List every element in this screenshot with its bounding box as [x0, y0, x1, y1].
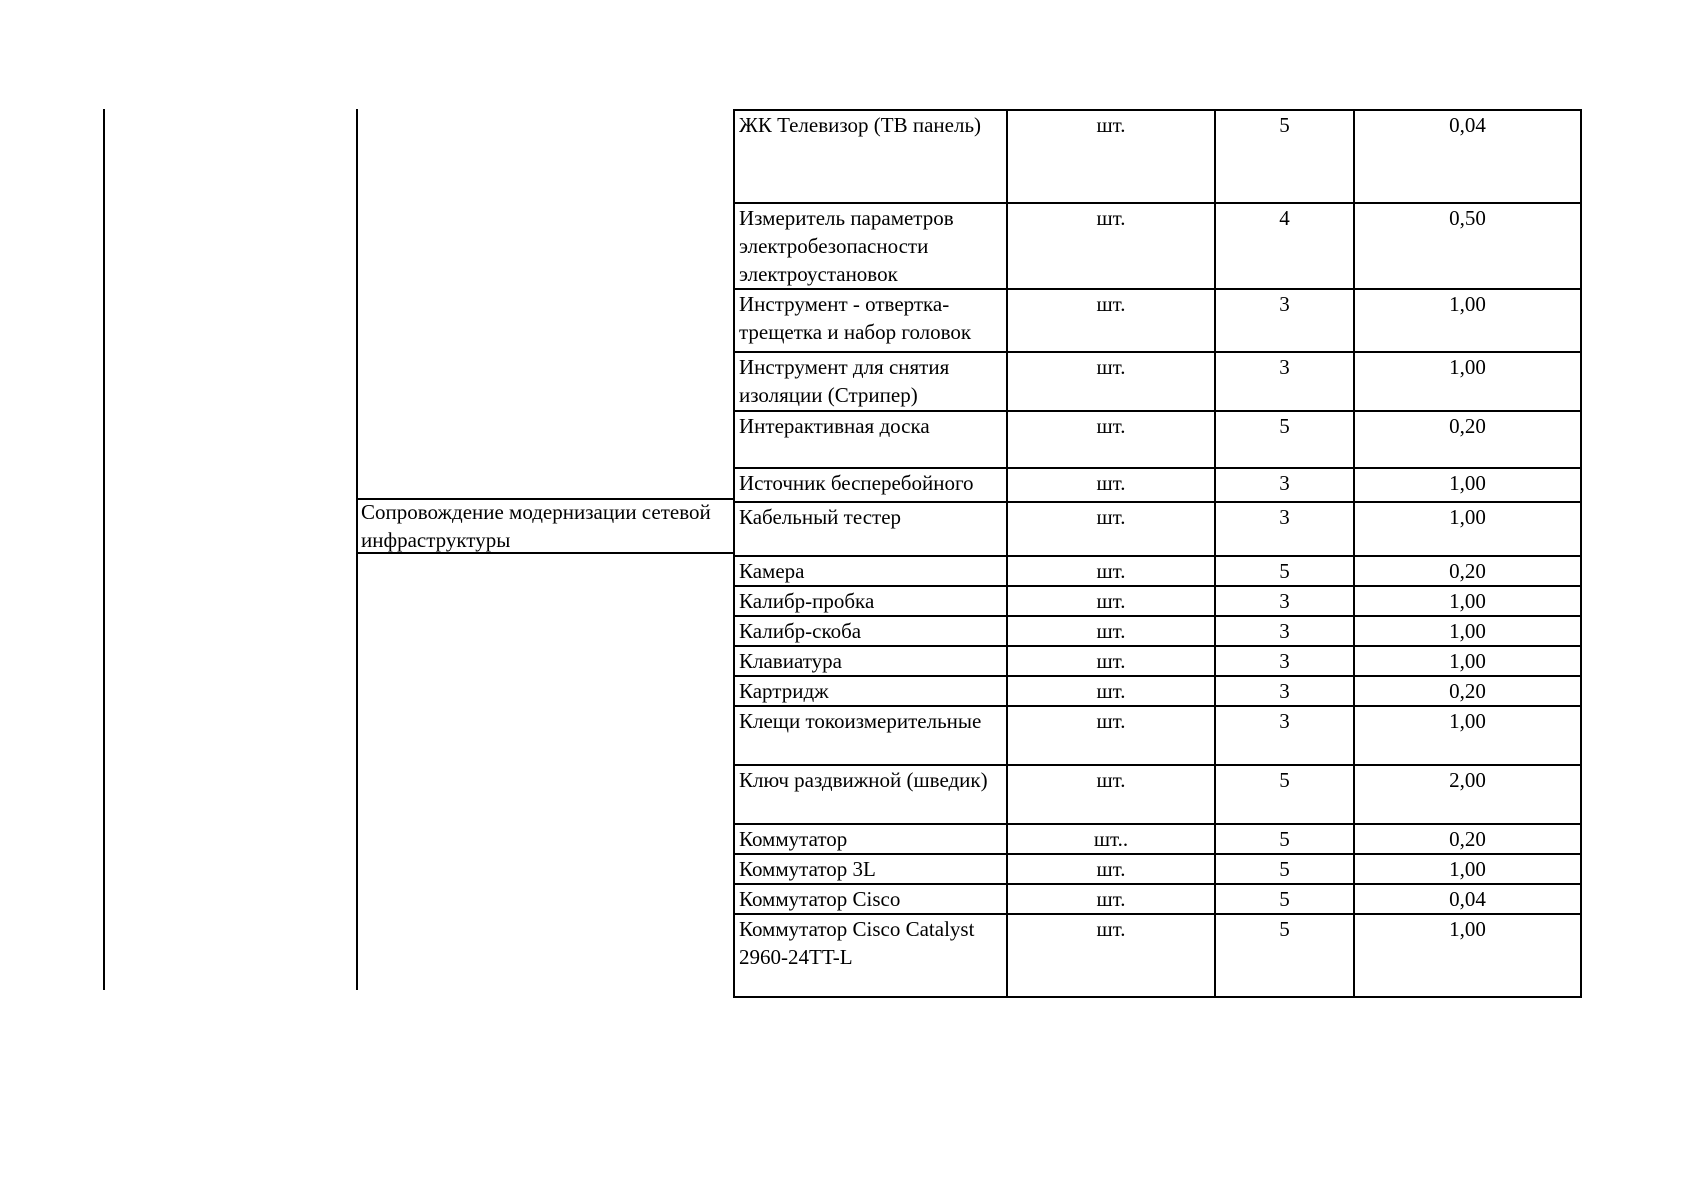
item-name: Коммутатор 3L — [734, 854, 1007, 884]
item-value: 0,04 — [1354, 884, 1581, 914]
item-qty: 5 — [1215, 110, 1354, 203]
item-value: 1,00 — [1354, 289, 1581, 352]
table-row — [734, 110, 1581, 203]
item-name: Интерактивная доска — [734, 411, 1007, 468]
table-row — [734, 854, 1581, 884]
item-value: 1,00 — [1354, 502, 1581, 556]
item-qty: 5 — [1215, 765, 1354, 824]
item-name: Ключ раздвижной (шведик) — [734, 765, 1007, 824]
item-unit: шт. — [1007, 289, 1215, 352]
item-unit: шт. — [1007, 352, 1215, 411]
item-name: Клещи токоизмерительные — [734, 706, 1007, 765]
table-row — [734, 765, 1581, 824]
item-qty: 5 — [1215, 556, 1354, 586]
table-row — [734, 502, 1581, 556]
item-unit: шт. — [1007, 854, 1215, 884]
item-qty: 3 — [1215, 289, 1354, 352]
item-name: Клавиатура — [734, 646, 1007, 676]
item-value: 1,00 — [1354, 646, 1581, 676]
item-value: 1,00 — [1354, 586, 1581, 616]
item-qty: 5 — [1215, 884, 1354, 914]
section-label: Сопровождение модернизации сетевой инфраструктуры — [361, 500, 711, 552]
item-value: 1,00 — [1354, 468, 1581, 502]
item-name: Калибр-пробка — [734, 586, 1007, 616]
item-value: 1,00 — [1354, 616, 1581, 646]
item-value: 0,20 — [1354, 556, 1581, 586]
item-unit: шт. — [1007, 706, 1215, 765]
item-value: 1,00 — [1354, 352, 1581, 411]
item-name: Калибр-скоба — [734, 616, 1007, 646]
item-qty: 3 — [1215, 468, 1354, 502]
item-unit: шт. — [1007, 110, 1215, 203]
item-value: 1,00 — [1354, 854, 1581, 884]
left-border-line — [103, 109, 105, 990]
item-unit: шт. — [1007, 676, 1215, 706]
item-name: Коммутатор Cisco — [734, 884, 1007, 914]
item-name: Коммутатор — [734, 824, 1007, 854]
table-row — [734, 676, 1581, 706]
table-row — [734, 203, 1581, 289]
table-row — [734, 616, 1581, 646]
item-name: Камера — [734, 556, 1007, 586]
item-name: Коммутатор Cisco Catalyst 2960-24TT-L — [734, 914, 1007, 997]
item-unit: шт. — [1007, 556, 1215, 586]
table-row — [734, 411, 1581, 468]
item-unit: шт. — [1007, 411, 1215, 468]
item-value: 0,04 — [1354, 110, 1581, 203]
table-row — [734, 824, 1581, 854]
equipment-table — [733, 109, 1582, 998]
item-value: 0,50 — [1354, 203, 1581, 289]
table-row — [734, 884, 1581, 914]
item-name: Кабельный тестер — [734, 502, 1007, 556]
item-value: 0,20 — [1354, 824, 1581, 854]
item-qty: 5 — [1215, 411, 1354, 468]
item-value: 0,20 — [1354, 676, 1581, 706]
section-bottom-line — [356, 552, 734, 554]
item-unit: шт. — [1007, 203, 1215, 289]
item-qty: 4 — [1215, 203, 1354, 289]
table-row — [734, 586, 1581, 616]
item-qty: 5 — [1215, 824, 1354, 854]
table-row — [734, 468, 1581, 502]
table-row — [734, 352, 1581, 411]
item-name: Картридж — [734, 676, 1007, 706]
item-qty: 3 — [1215, 586, 1354, 616]
item-unit: шт. — [1007, 468, 1215, 502]
item-qty: 3 — [1215, 502, 1354, 556]
item-qty: 3 — [1215, 706, 1354, 765]
item-name: ЖК Телевизор (ТВ панель) — [734, 110, 1007, 203]
item-qty: 3 — [1215, 616, 1354, 646]
item-name: Измеритель параметров электробезопасности электроустановок — [734, 203, 1007, 289]
item-unit: шт.. — [1007, 824, 1215, 854]
item-unit: шт. — [1007, 616, 1215, 646]
item-qty: 3 — [1215, 676, 1354, 706]
item-unit: шт. — [1007, 586, 1215, 616]
table-row — [734, 706, 1581, 765]
item-unit: шт. — [1007, 765, 1215, 824]
item-value: 0,20 — [1354, 411, 1581, 468]
item-qty: 5 — [1215, 854, 1354, 884]
item-unit: шт. — [1007, 502, 1215, 556]
item-qty: 3 — [1215, 352, 1354, 411]
item-name: Инструмент для снятия изоляции (Стрипер) — [734, 352, 1007, 411]
item-unit: шт. — [1007, 884, 1215, 914]
table-row — [734, 914, 1581, 997]
table-body — [734, 110, 1581, 997]
item-value: 1,00 — [1354, 706, 1581, 765]
item-unit: шт. — [1007, 646, 1215, 676]
item-qty: 5 — [1215, 914, 1354, 997]
item-value: 2,00 — [1354, 765, 1581, 824]
table-row — [734, 289, 1581, 352]
item-value: 1,00 — [1354, 914, 1581, 997]
item-unit: шт. — [1007, 914, 1215, 997]
item-qty: 3 — [1215, 646, 1354, 676]
item-name: Инструмент - отвертка-трещетка и набор головок — [734, 289, 1007, 352]
table-row — [734, 556, 1581, 586]
item-name: Источник бесперебойного — [734, 468, 1007, 502]
table-row — [734, 646, 1581, 676]
